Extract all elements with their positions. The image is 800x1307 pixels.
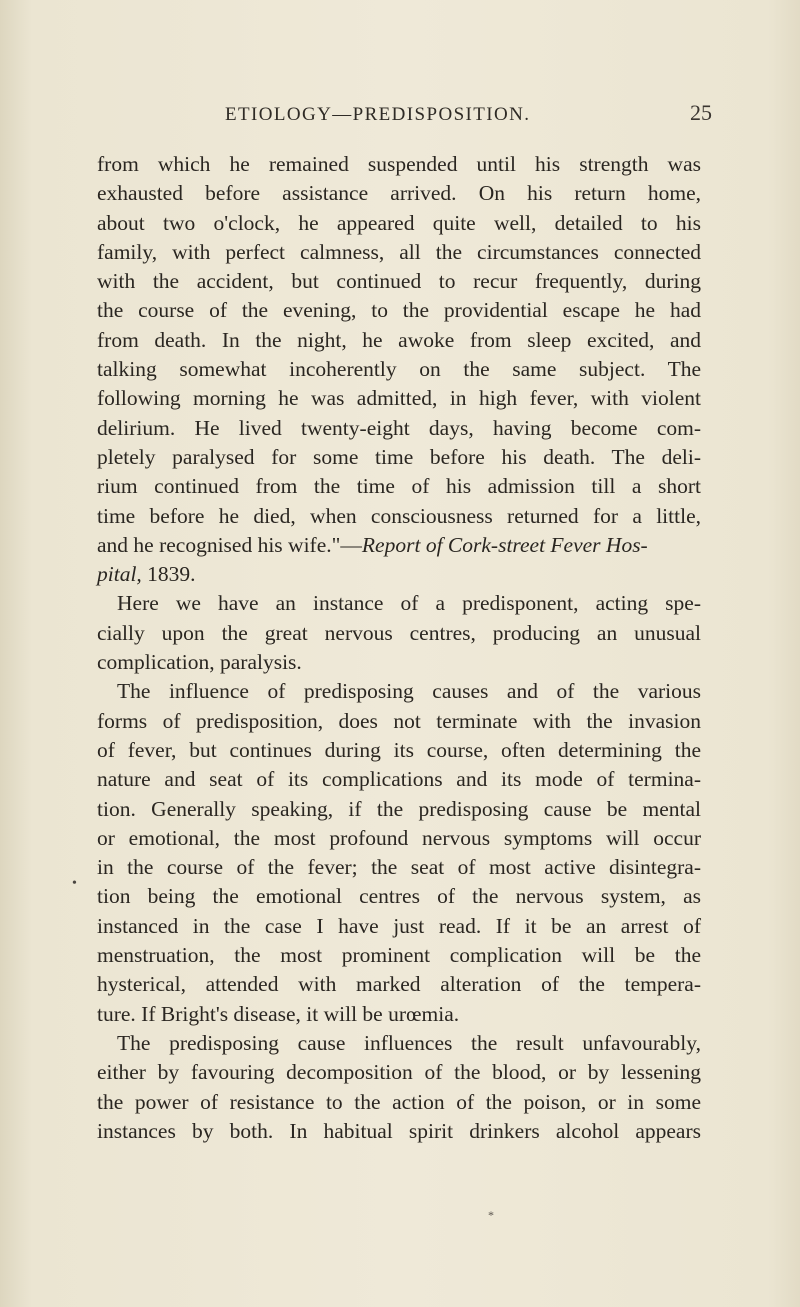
citation-year: 1839. — [141, 562, 196, 587]
text-line: time before he died, when consciousness returned for a little, — [97, 503, 701, 528]
text-line: or emotional, the most profound nervous symptoms will occur — [97, 825, 701, 850]
text-line: either by favouring decomposition of the blood, or by lessening — [97, 1060, 701, 1085]
citation-title-end: pital, — [97, 562, 142, 587]
text-line: of fever, but continues during its course, often determining the — [97, 737, 701, 762]
text-line: about two o'clock, he appeared quite well, detailed to his — [97, 210, 701, 235]
running-head: ETIOLOGY—PREDISPOSITION. — [225, 104, 531, 125]
text-line: Here we have an instance of a predisponent, acting spe- — [117, 591, 701, 616]
footer-mark: * — [488, 1208, 494, 1222]
text-line: exhausted before assistance arrived. On his return home, — [97, 181, 701, 206]
body-text — [97, 150, 701, 1146]
text-line: The influence of predisposing causes and of the various — [117, 679, 701, 704]
text-line: instances by both. In habitual spirit drinkers alcohol appears — [97, 1118, 701, 1143]
text-line: with the accident, but continued to recur frequently, during — [97, 269, 701, 294]
text-line: complication, paralysis. — [97, 650, 302, 675]
text-line: cially upon the great nervous centres, producing an unusual — [97, 620, 701, 645]
page-header — [0, 100, 800, 132]
text-line: the course of the evening, to the providential escape he had — [97, 298, 701, 323]
citation-title: Report of Cork-street Fever Hos- — [361, 532, 648, 557]
text-line: The predisposing cause influences the result unfavourably, — [117, 1030, 701, 1055]
text-line: the power of resistance to the action of the poison, or in some — [97, 1089, 701, 1114]
text-line: nature and seat of its complications and its mode of termina- — [97, 767, 701, 792]
text-line: instanced in the case I have just read. If it be an arrest of — [97, 913, 701, 938]
text-line: in the course of the fever; the seat of most active disintegra- — [97, 855, 701, 880]
text-line: from death. In the night, he awoke from sleep excited, and — [97, 327, 701, 352]
text-line: delirium. He lived twenty-eight days, having become com- — [97, 415, 701, 440]
text-line: talking somewhat incoherently on the same subject. The — [97, 357, 701, 382]
text-line: tion being the emotional centres of the nervous system, as — [97, 884, 701, 909]
text-line: hysterical, attended with marked alteration of the tempera- — [97, 972, 701, 997]
text-line: pletely paralysed for some time before his death. The deli- — [97, 444, 701, 469]
text-line: forms of predisposition, does not terminate with the invasion — [97, 708, 701, 733]
text-line: ture. If Bright's disease, it will be urœmia. — [97, 1001, 460, 1026]
quote-end: and he recognised his wife."— — [97, 532, 362, 557]
margin-dot: • — [72, 876, 77, 891]
text-line: family, with perfect calmness, all the circumstances connected — [97, 239, 701, 264]
text-line: tion. Generally speaking, if the predisposing cause be mental — [97, 796, 701, 821]
page-number: 25 — [690, 100, 712, 125]
text-line: rium continued from the time of his admission till a short — [97, 474, 701, 499]
text-line: menstruation, the most prominent complication will be the — [97, 943, 701, 968]
text-line: from which he remained suspended until his strength was — [97, 152, 701, 176]
text-line: following morning he was admitted, in high fever, with violent — [97, 386, 701, 411]
text-line-citation-end — [97, 560, 701, 589]
text-line-citation — [97, 531, 701, 560]
